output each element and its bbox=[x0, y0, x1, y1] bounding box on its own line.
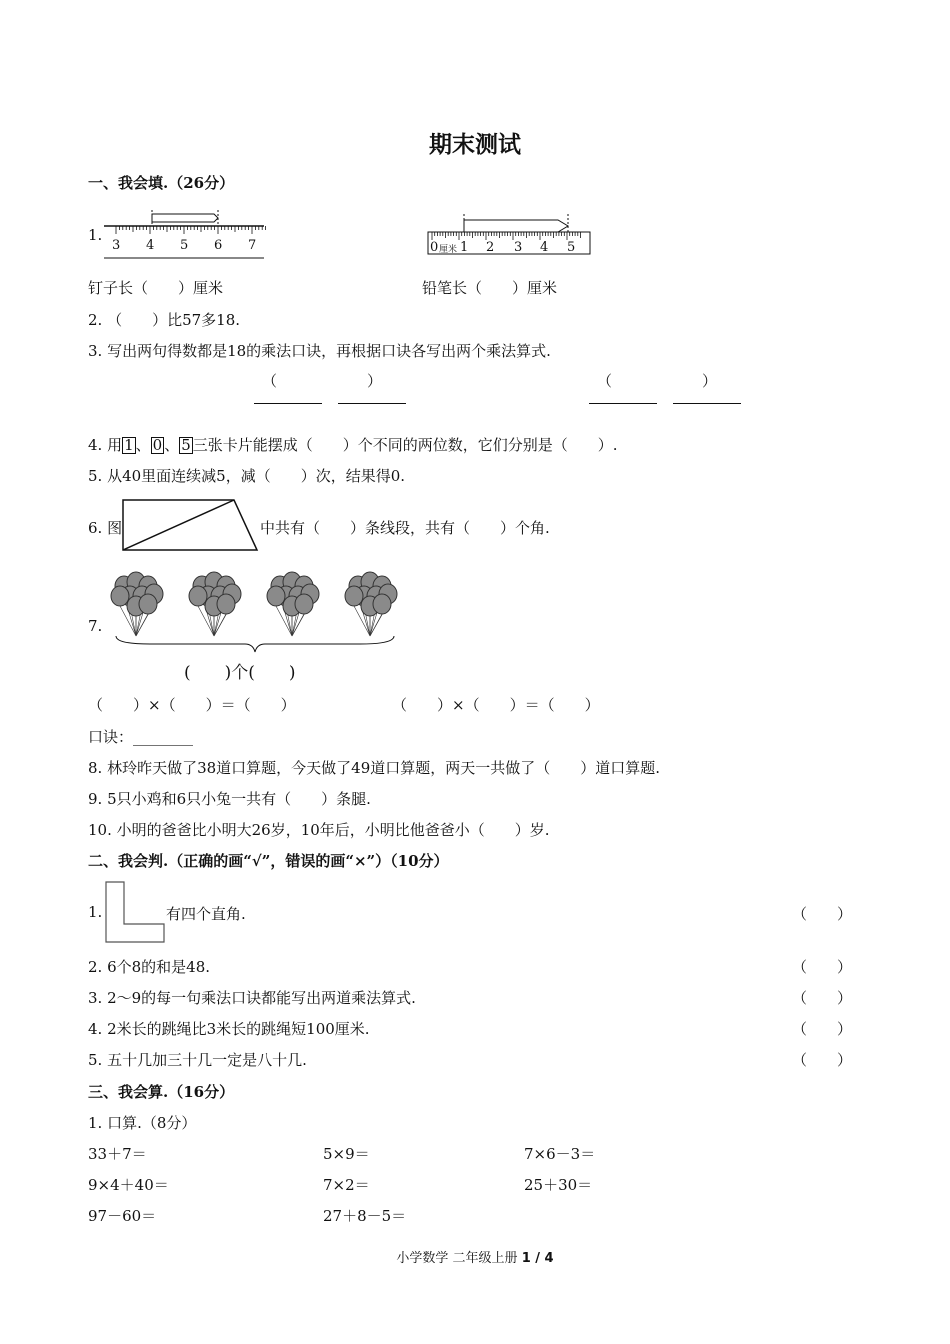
trapezoid-figure bbox=[121, 498, 261, 554]
question-number: 1. bbox=[88, 226, 103, 244]
judge-2-text: 2. 6个8的和是48. bbox=[88, 958, 211, 976]
ruler1-tick-label: 4 bbox=[146, 238, 155, 253]
question-5: 5. 从40里面连续减5，减（ ）次，结果得0. bbox=[88, 467, 406, 485]
balloon bbox=[267, 586, 285, 606]
question-10: 10. 小明的爸爸比小明大26岁，10年后，小明比他爸爸小（ ）岁. bbox=[88, 821, 550, 839]
answer-line bbox=[673, 403, 741, 404]
question-number: 7. bbox=[88, 617, 103, 635]
balloon bbox=[139, 594, 157, 614]
section-heading-calc: 三、我会算.（16分） bbox=[88, 1083, 235, 1101]
section-heading-judge: 二、我会判.（正确的画“√”，错误的画“×”）（10分） bbox=[88, 852, 449, 870]
balloon-cluster bbox=[111, 572, 163, 636]
judge-answer-box[interactable]: （ ） bbox=[792, 905, 853, 923]
ruler2-tick-label: 4 bbox=[540, 240, 549, 255]
ruler2-unit: 厘米 bbox=[439, 245, 458, 255]
q4-sep: 、 bbox=[135, 436, 151, 454]
calc-item: 27＋8－5＝ bbox=[323, 1207, 407, 1225]
formula-right: （ ）×（ ）＝（ ） bbox=[392, 696, 600, 714]
balloon-cluster bbox=[267, 572, 319, 636]
judge-5-text: 5. 五十几加三十几一定是八十几. bbox=[88, 1051, 307, 1069]
number-card-5: 5 bbox=[181, 436, 191, 454]
calc-item: 33＋7＝ bbox=[88, 1145, 147, 1163]
judge-1-text: 有四个直角. bbox=[166, 905, 246, 923]
calc-item: 9×4＋40＝ bbox=[88, 1176, 169, 1194]
question-3: 3. 写出两句得数都是18的乘法口诀，再根据口诀各写出两个乘法算式. bbox=[88, 342, 551, 360]
question-4 bbox=[88, 434, 618, 455]
ruler2-zero: 0 bbox=[430, 240, 439, 255]
question-6-pre: 6. 图 bbox=[88, 519, 123, 537]
balloon-cluster bbox=[345, 572, 397, 636]
ruler2-tick-label: 1 bbox=[460, 240, 469, 255]
judge-answer-box[interactable]: （ ） bbox=[792, 1051, 853, 1069]
balloon-groups-figure bbox=[110, 570, 405, 660]
judge-4-text: 4. 2米长的跳绳比3米长的跳绳短100厘米. bbox=[88, 1020, 370, 1038]
ruler1-tick-label: 5 bbox=[180, 238, 189, 253]
nail-length-label: 钉子长（ ）厘米 bbox=[88, 279, 224, 297]
balloon bbox=[295, 594, 313, 614]
answer-line bbox=[338, 403, 406, 404]
calc-item: 97－60＝ bbox=[88, 1207, 157, 1225]
question-2: 2. （ ）比57多18. bbox=[88, 311, 241, 329]
judge-3-text: 3. 2～9的每一句乘法口诀都能写出两道乘法算式. bbox=[88, 989, 416, 1007]
calc-heading: 1. 口算.（8分） bbox=[88, 1114, 197, 1132]
question-6-post: 中共有（ ）条线段，共有（ ）个角. bbox=[260, 519, 550, 537]
calc-item: 7×6－3＝ bbox=[524, 1145, 596, 1163]
question-9: 9. 5只小鸡和6只小兔一共有（ ）条腿. bbox=[88, 790, 371, 808]
balloon bbox=[373, 594, 391, 614]
balloon bbox=[189, 586, 207, 606]
l-shape-figure bbox=[104, 880, 168, 944]
ruler2-tick-label: 2 bbox=[486, 240, 495, 255]
balloon-cluster bbox=[189, 572, 241, 636]
q4-post: 三张卡片能摆成（ ）个不同的两位数，它们分别是（ ）. bbox=[192, 436, 618, 454]
judge-answer-box[interactable]: （ ） bbox=[792, 1020, 853, 1038]
answer-line bbox=[254, 403, 322, 404]
koujue-paren-right: （ ） bbox=[597, 372, 718, 390]
question-8: 8. 林玲昨天做了38道口算题，今天做了49道口算题，两天一共做了（ ）道口算题. bbox=[88, 759, 661, 777]
judge-answer-box[interactable]: （ ） bbox=[792, 989, 853, 1007]
ruler1-tick-label: 6 bbox=[214, 238, 223, 253]
answer-line bbox=[589, 403, 657, 404]
page-title: 期末测试 bbox=[429, 131, 521, 158]
balloon bbox=[111, 586, 129, 606]
balloon bbox=[217, 594, 235, 614]
koujue-line: 口诀：________ bbox=[88, 728, 194, 746]
calc-item: 5×9＝ bbox=[323, 1145, 370, 1163]
number-card-0: 0 bbox=[152, 436, 163, 454]
number-card-1: 1 bbox=[124, 436, 134, 454]
formula-left: （ ）×（ ）＝（ ） bbox=[88, 696, 296, 714]
ruler2-tick-label: 5 bbox=[567, 240, 576, 255]
section-heading-fill: 一、我会填.（26分） bbox=[88, 174, 235, 192]
question-number: 1. bbox=[88, 903, 103, 921]
footer-text: 小学数学 二年级上册 bbox=[396, 1251, 522, 1266]
calc-item: 7×2＝ bbox=[323, 1176, 370, 1194]
balloon bbox=[345, 586, 363, 606]
ruler1-tick-label: 7 bbox=[248, 238, 257, 253]
q4-pre: 4. 用 bbox=[88, 436, 123, 454]
judge-answer-box[interactable]: （ ） bbox=[792, 958, 853, 976]
page-number: 1 / 4 bbox=[521, 1251, 554, 1266]
brace-label: ( )个( ) bbox=[184, 663, 296, 683]
koujue-paren-left: （ ） bbox=[262, 372, 383, 390]
ruler1-tick-label: 3 bbox=[112, 238, 121, 253]
page-footer bbox=[0, 1247, 950, 1266]
ruler2-tick-label: 3 bbox=[514, 240, 523, 255]
calc-item: 25＋30＝ bbox=[524, 1176, 593, 1194]
q4-sep: 、 bbox=[164, 436, 180, 454]
pencil-length-label: 铅笔长（ ）厘米 bbox=[422, 279, 558, 297]
